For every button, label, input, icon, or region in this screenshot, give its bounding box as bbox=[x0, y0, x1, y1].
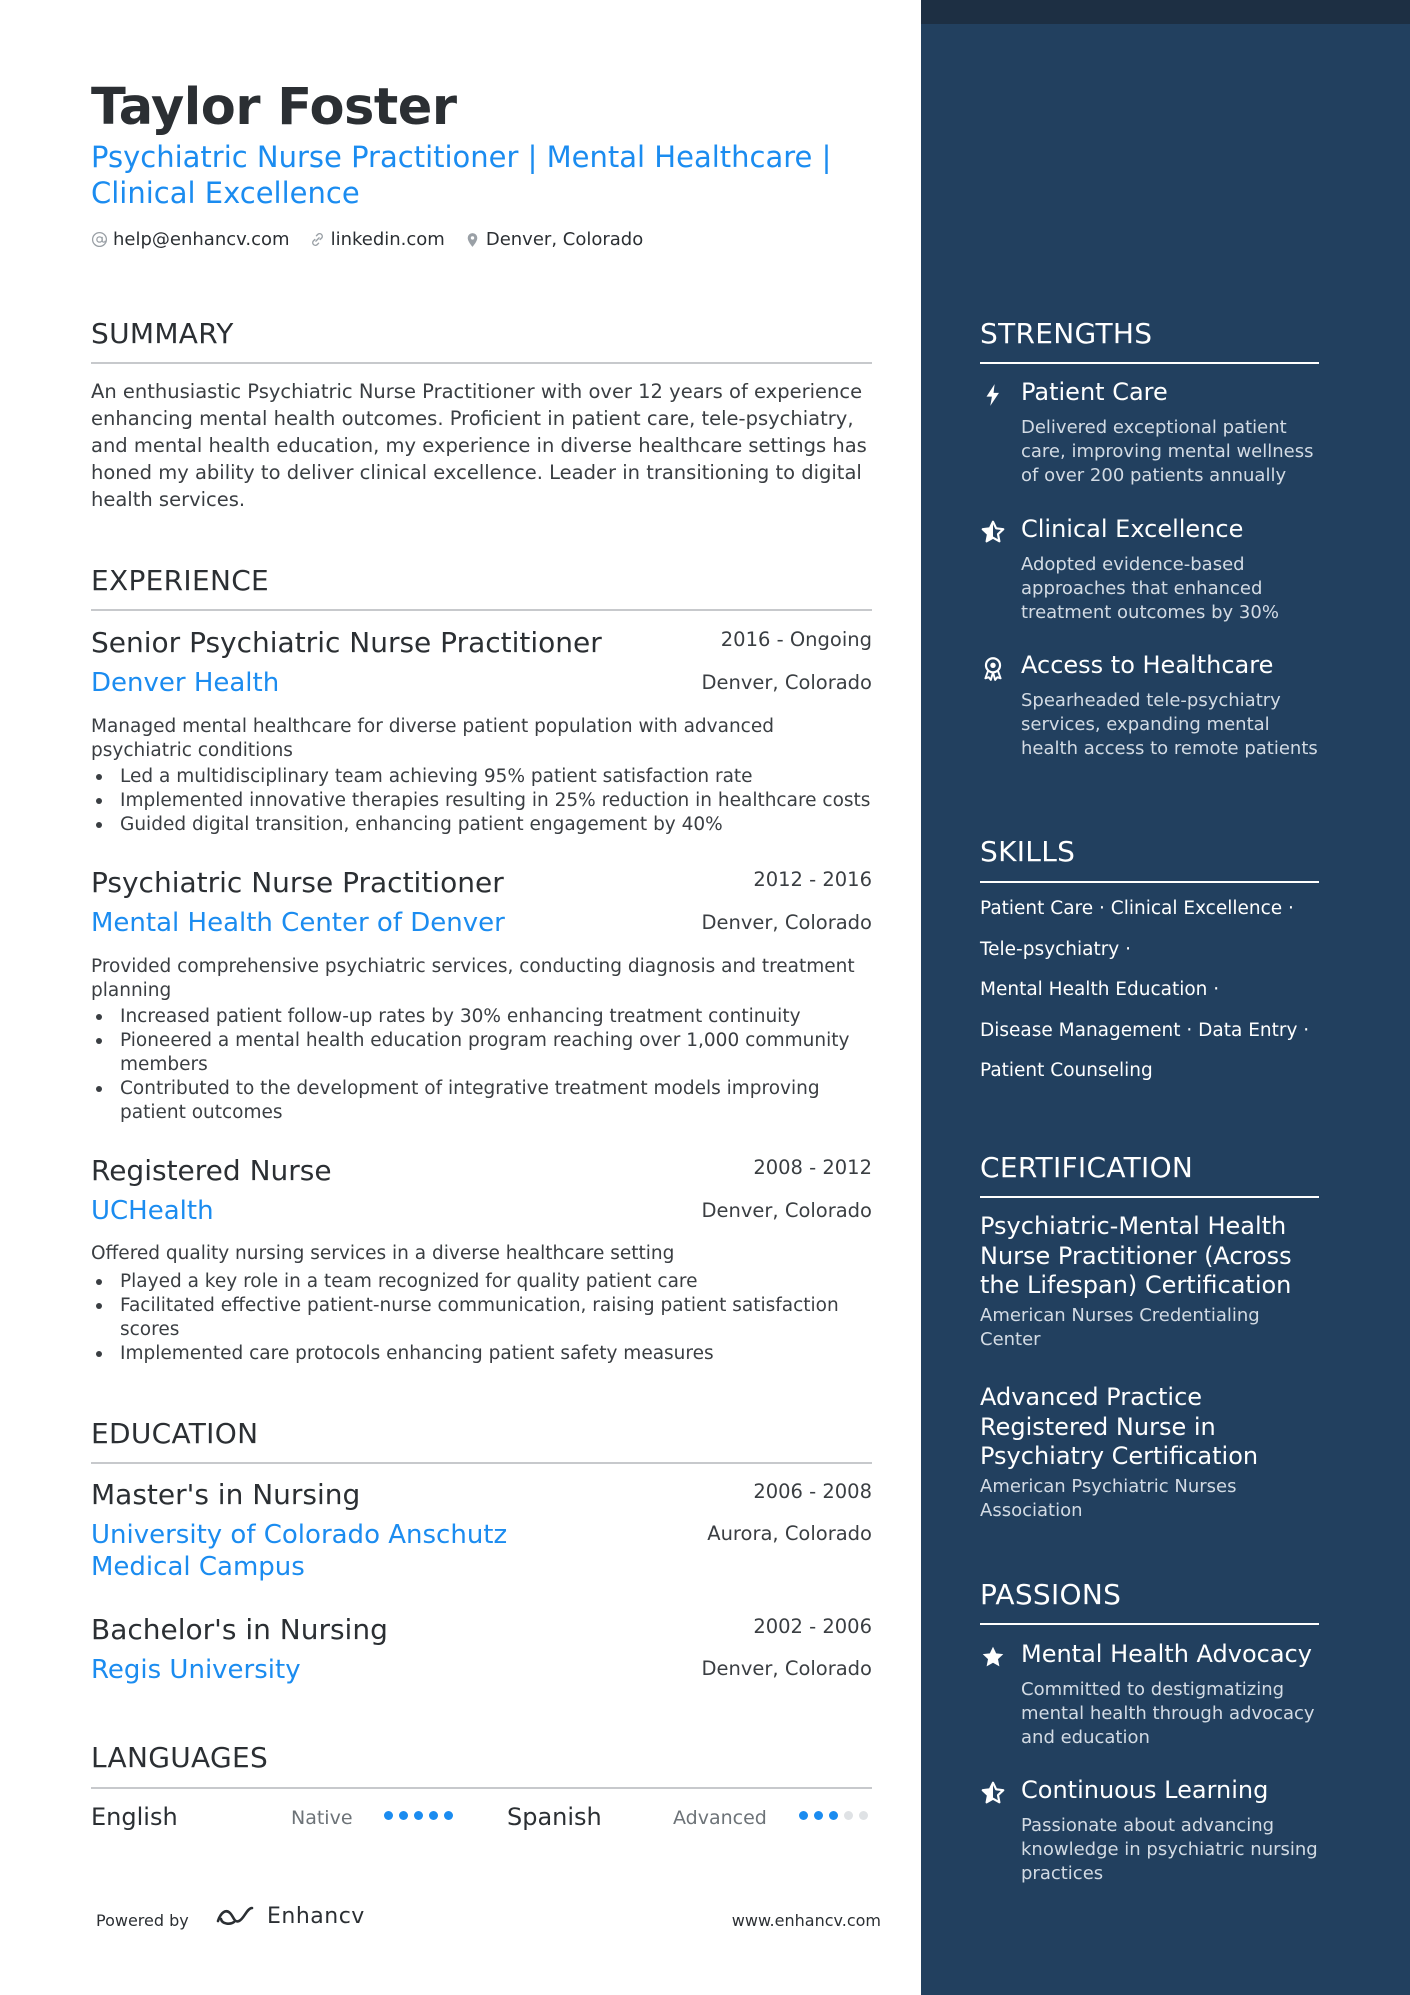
certification-issuer: American Psychiatric Nurses Association bbox=[980, 1475, 1237, 1521]
languages-divider bbox=[91, 1787, 872, 1789]
passion-title: Continuous Learning bbox=[1021, 1776, 1269, 1804]
powered-by-label: Powered by bbox=[96, 1911, 189, 1930]
enhancv-logo[interactable] bbox=[215, 1904, 365, 1929]
job-description: Provided comprehensive psychiatric services, conducting diagnosis and treatment planning bbox=[91, 956, 855, 1001]
rating-dot bbox=[844, 1811, 853, 1820]
education-dates: 2006 - 2008 bbox=[753, 1480, 872, 1503]
summary-heading: SUMMARY bbox=[91, 317, 234, 350]
strengths-divider bbox=[980, 362, 1319, 364]
strength-title: Clinical Excellence bbox=[1021, 515, 1244, 543]
job-title: Senior Psychiatric Nurse Practitioner bbox=[91, 626, 602, 659]
job-company[interactable]: Mental Health Center of Denver bbox=[91, 908, 505, 938]
job-bullet: Played a key role in a team recognized for quality patient care bbox=[91, 1270, 872, 1294]
contact-email[interactable] bbox=[91, 229, 290, 250]
skill-row: Mental Health Education · bbox=[980, 979, 1220, 1000]
sidebar bbox=[921, 0, 1410, 1995]
contact-location bbox=[464, 229, 643, 250]
strengths-heading: STRENGTHS bbox=[980, 317, 1153, 350]
experience-divider bbox=[91, 609, 872, 611]
job-bullet: Implemented innovative therapies resulting in 25% reduction in healthcare costs bbox=[91, 789, 872, 813]
rating-dot bbox=[444, 1811, 453, 1820]
certification-item bbox=[980, 1383, 1320, 1523]
summary-divider bbox=[91, 362, 872, 364]
job-bullet: Facilitated effective patient-nurse communication, raising patient satisfaction scores bbox=[91, 1294, 872, 1342]
job-bullet: Implemented care protocols enhancing patient safety measures bbox=[91, 1342, 872, 1366]
enhancv-logo-text: Enhancv bbox=[267, 1904, 365, 1929]
rating-dot bbox=[384, 1811, 393, 1820]
star-filled-icon bbox=[980, 1644, 1006, 1670]
job-description: Managed mental healthcare for diverse patient population with advanced psychiatric conditions bbox=[91, 716, 774, 761]
job-title: Registered Nurse bbox=[91, 1154, 332, 1187]
education-school[interactable]: Regis University bbox=[91, 1655, 301, 1685]
language-rating bbox=[799, 1811, 874, 1820]
passions-divider bbox=[980, 1623, 1319, 1625]
location-pin-icon bbox=[464, 231, 481, 248]
rating-dot bbox=[829, 1811, 838, 1820]
location-text: Denver, Colorado bbox=[485, 229, 644, 250]
strength-title: Patient Care bbox=[1021, 378, 1168, 406]
certification-item bbox=[980, 1212, 1320, 1352]
job-dates: 2012 - 2016 bbox=[753, 868, 872, 891]
contact-linkedin[interactable] bbox=[309, 229, 445, 250]
candidate-name: Taylor Foster bbox=[91, 78, 457, 137]
passion-description: Committed to destigmatizing mental health through advocacy and education bbox=[1021, 1679, 1315, 1748]
job-title: Psychiatric Nurse Practitioner bbox=[91, 866, 504, 899]
education-dates: 2002 - 2006 bbox=[753, 1615, 872, 1638]
language-name: Spanish bbox=[507, 1803, 602, 1831]
sidebar-top-bar bbox=[921, 0, 1410, 24]
award-badge-icon bbox=[980, 655, 1006, 681]
language-item bbox=[507, 1803, 887, 1833]
language-rating bbox=[384, 1811, 459, 1820]
job-bullets bbox=[91, 1005, 872, 1125]
education-degree: Bachelor's in Nursing bbox=[91, 1613, 388, 1646]
rating-dot bbox=[414, 1811, 423, 1820]
job-bullet: Contributed to the development of integrative treatment models improving patient outcomes bbox=[91, 1077, 872, 1125]
email-text: help@enhancv.com bbox=[113, 229, 290, 250]
job-company[interactable]: Denver Health bbox=[91, 668, 280, 698]
certification-name: Psychiatric-Mental Health Nurse Practitioner (Across the Lifespan) Certification bbox=[980, 1212, 1292, 1299]
job-bullets bbox=[91, 765, 872, 837]
language-level: Native bbox=[291, 1807, 353, 1829]
strength-description: Adopted evidence-based approaches that enhanced treatment outcomes by 30% bbox=[1021, 554, 1279, 623]
star-outline-icon bbox=[980, 1780, 1006, 1806]
job-bullet: Guided digital transition, enhancing patient engagement by 40% bbox=[91, 813, 872, 837]
star-outline-icon bbox=[980, 519, 1006, 545]
language-item bbox=[91, 1803, 471, 1833]
skill-row: Patient Counseling bbox=[980, 1060, 1153, 1081]
linkedin-text: linkedin.com bbox=[330, 229, 445, 250]
job-location: Denver, Colorado bbox=[701, 1199, 872, 1222]
rating-dot bbox=[814, 1811, 823, 1820]
enhancv-logo-icon bbox=[215, 1905, 261, 1929]
contact-info bbox=[91, 229, 662, 250]
language-name: English bbox=[91, 1803, 178, 1831]
at-icon bbox=[91, 231, 108, 248]
footer bbox=[91, 1904, 881, 1938]
certification-divider bbox=[980, 1196, 1319, 1198]
rating-dot bbox=[399, 1811, 408, 1820]
job-location: Denver, Colorado bbox=[701, 911, 872, 934]
education-school[interactable]: University of Colorado Anschutz Medical Campus bbox=[91, 1520, 508, 1582]
job-dates: 2008 - 2012 bbox=[753, 1156, 872, 1179]
certification-heading: CERTIFICATION bbox=[980, 1151, 1194, 1184]
strength-description: Delivered exceptional patient care, improving mental wellness of over 200 patients annually bbox=[1021, 417, 1314, 486]
skills-heading: SKILLS bbox=[980, 835, 1076, 868]
rating-dot bbox=[429, 1811, 438, 1820]
certification-name: Advanced Practice Registered Nurse in Psychiatry Certification bbox=[980, 1383, 1259, 1470]
strength-title: Access to Healthcare bbox=[1021, 651, 1274, 679]
education-location: Denver, Colorado bbox=[701, 1657, 872, 1680]
education-degree: Master's in Nursing bbox=[91, 1478, 361, 1511]
passion-title: Mental Health Advocacy bbox=[1021, 1640, 1312, 1668]
languages-heading: LANGUAGES bbox=[91, 1741, 269, 1774]
education-heading: EDUCATION bbox=[91, 1417, 259, 1450]
rating-dot bbox=[799, 1811, 808, 1820]
language-level: Advanced bbox=[673, 1807, 767, 1829]
job-dates: 2016 - Ongoing bbox=[720, 628, 872, 651]
skill-row: Disease Management · Data Entry · bbox=[980, 1019, 1310, 1041]
passions-heading: PASSIONS bbox=[980, 1578, 1122, 1611]
job-description: Offered quality nursing services in a diverse healthcare setting bbox=[91, 1243, 675, 1264]
skills-divider bbox=[980, 881, 1319, 883]
link-icon bbox=[309, 231, 326, 248]
website-link[interactable]: www.enhancv.com bbox=[731, 1911, 881, 1930]
skills-list bbox=[980, 897, 1320, 1100]
job-bullets bbox=[91, 1270, 872, 1366]
rating-dot bbox=[859, 1811, 868, 1820]
summary-text: An enthusiastic Psychiatric Nurse Practitioner with over 12 years of experience enhancing mental health outcomes. Proficient in patient care, tele-psychiatry, and mental health education, my experience in diverse healthcare settings has honed my ability to deliver clinical excellence. Leader in transitioning to digital health services. bbox=[91, 380, 867, 511]
candidate-title: Psychiatric Nurse Practitioner | Mental Healthcare | Clinical Excellence bbox=[91, 140, 832, 210]
job-bullet: Increased patient follow-up rates by 30% enhancing treatment continuity bbox=[91, 1005, 872, 1029]
skill-row: Patient Care · Clinical Excellence · bbox=[980, 898, 1294, 919]
experience-heading: EXPERIENCE bbox=[91, 564, 270, 597]
job-location: Denver, Colorado bbox=[701, 671, 872, 694]
strength-description: Spearheaded tele-psychiatry services, expanding mental health access to remote patients bbox=[1021, 690, 1318, 759]
skill-row: Tele-psychiatry · bbox=[980, 938, 1132, 960]
education-divider bbox=[91, 1462, 872, 1464]
education-location: Aurora, Colorado bbox=[707, 1522, 872, 1545]
passion-description: Passionate about advancing knowledge in psychiatric nursing practices bbox=[1021, 1815, 1318, 1884]
certification-issuer: American Nurses Credentialing Center bbox=[980, 1304, 1260, 1350]
job-bullet: Led a multidisciplinary team achieving 95% patient satisfaction rate bbox=[91, 765, 872, 789]
job-bullet: Pioneered a mental health education program reaching over 1,000 community members bbox=[91, 1029, 872, 1077]
job-company[interactable]: UCHealth bbox=[91, 1196, 214, 1226]
lightning-icon bbox=[980, 382, 1006, 408]
